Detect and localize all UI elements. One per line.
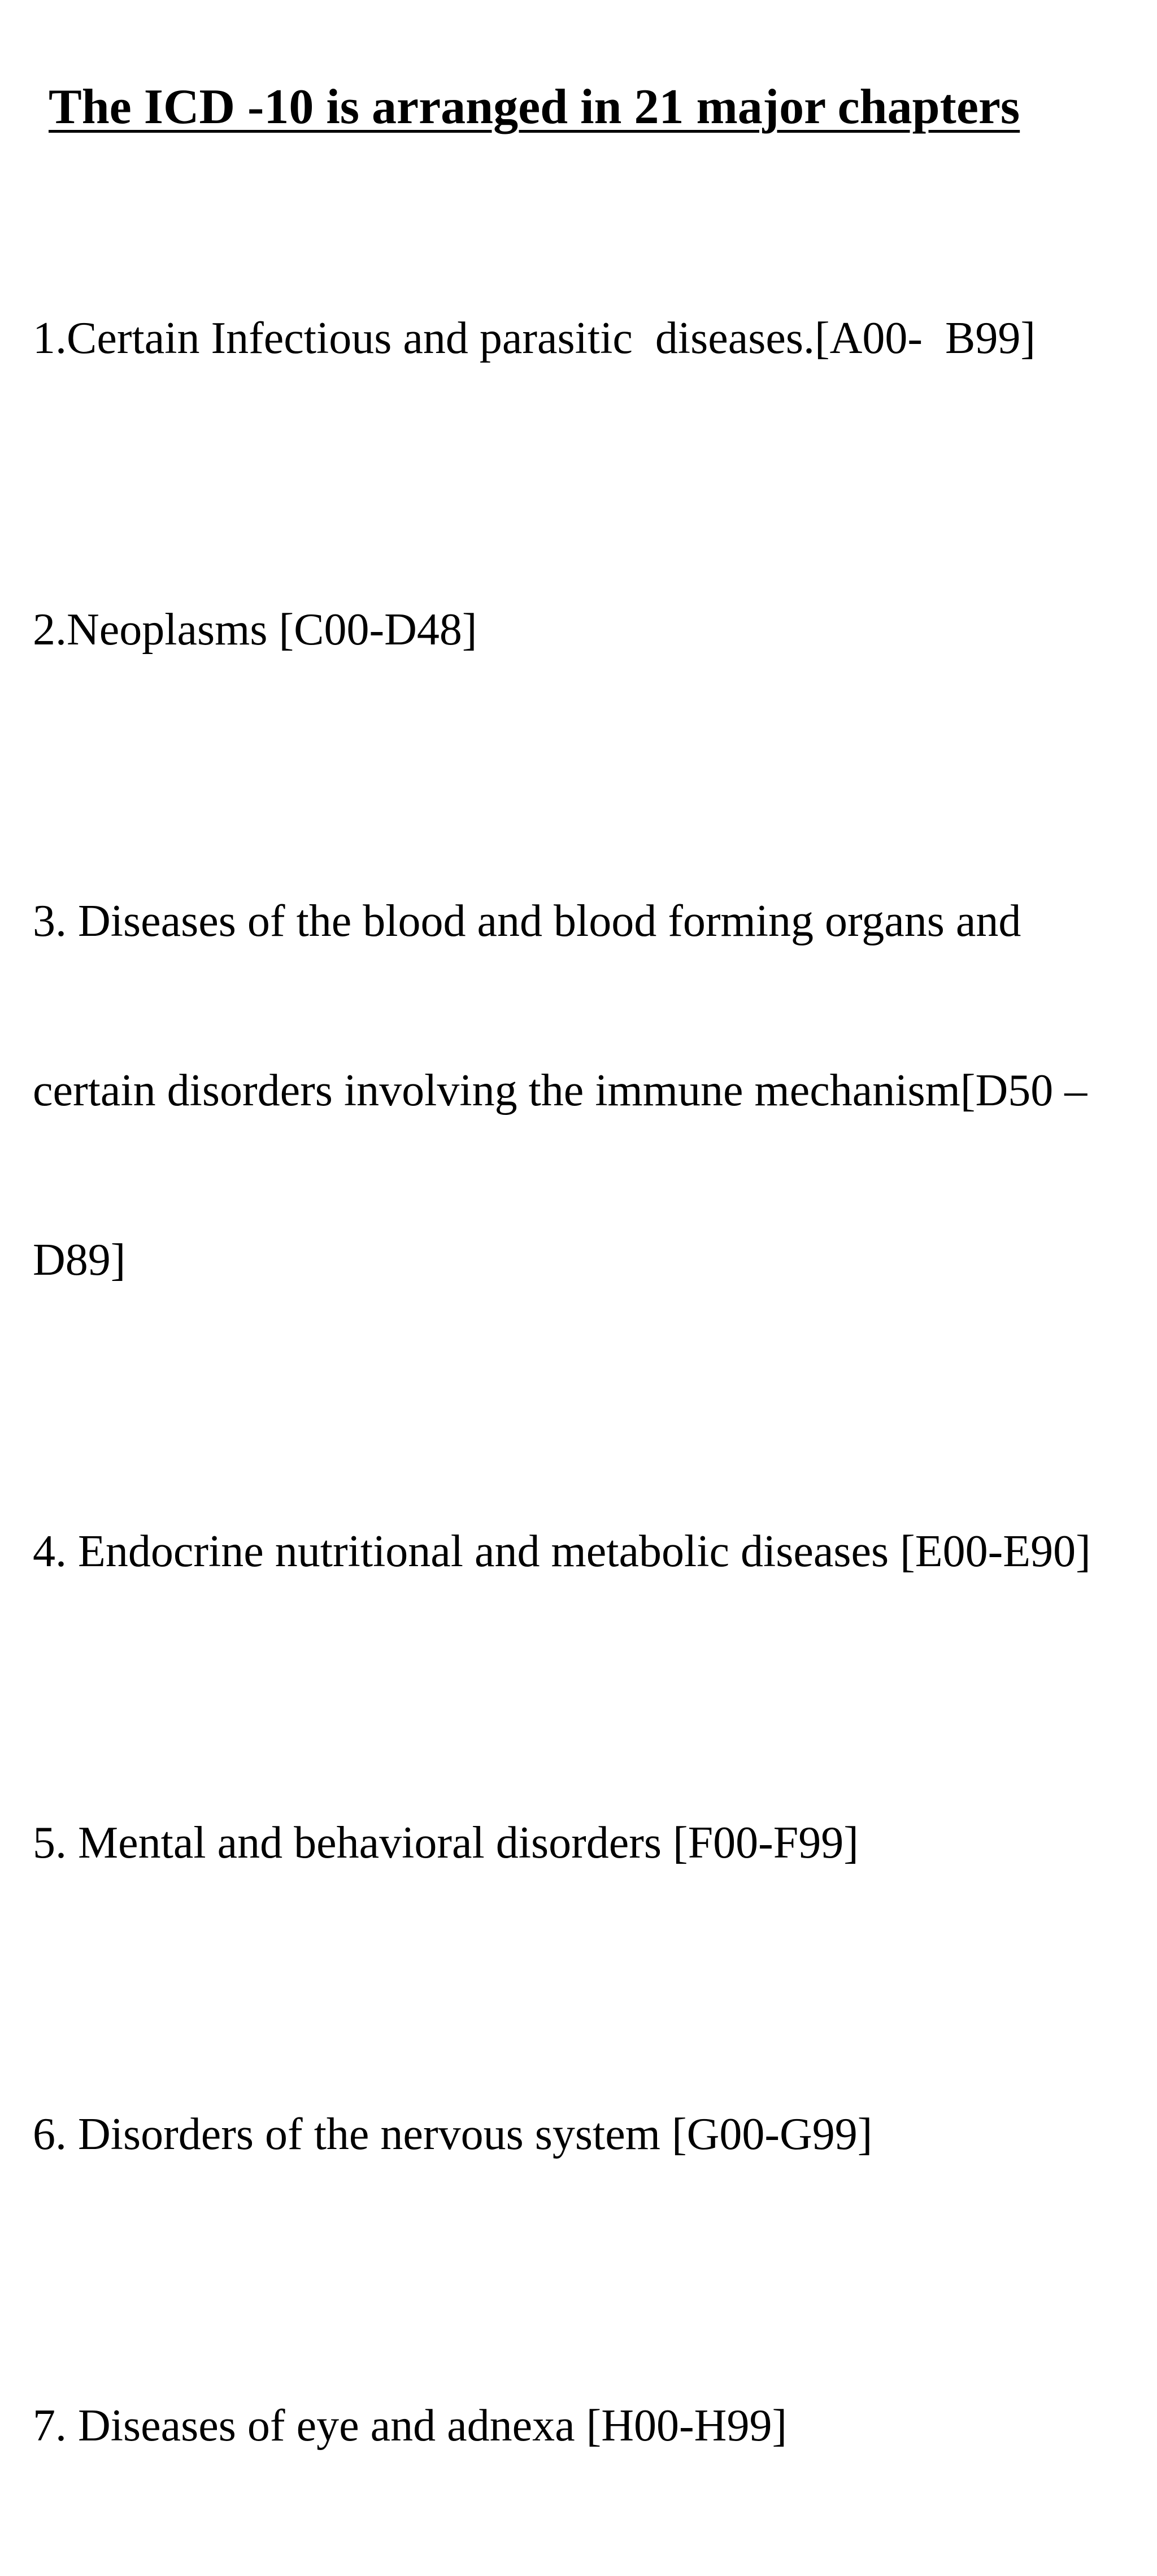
chapter-text: 2.Neoplasms [C00-D48]	[33, 605, 477, 655]
chapter-item-4	[33, 1410, 1140, 1693]
chapter-text: 4. Endocrine nutritional and metabolic diseases [E00-E90]	[33, 1527, 1091, 1576]
chapter-item-5	[33, 1702, 1140, 1984]
chapter-list	[33, 197, 1140, 2576]
chapter-text: 7. Diseases of eye and adnexa [H00-H99]	[33, 2401, 788, 2451]
chapter-text: 5. Mental and behavioral disorders [F00-F99]	[33, 1818, 859, 1868]
chapter-text: 1.Certain Infectious and parasitic diseases.[A00- B99]	[33, 313, 1036, 363]
chapter-item-2	[33, 489, 1140, 771]
chapter-item-1	[33, 197, 1140, 480]
chapter-text-continued: D89]	[33, 1235, 126, 1285]
chapter-text-continued: certain disorders involving the immune mechanism[D50 –	[33, 1066, 1088, 1115]
chapter-item-6	[33, 1993, 1140, 2276]
chapter-text: 3. Diseases of the blood and blood forming organs and	[33, 896, 1021, 946]
chapter-text: 6. Disorders of the nervous system [G00-G99]	[33, 2109, 873, 2159]
slide-title: The ICD -10 is arranged in 21 major chapters	[49, 80, 1020, 134]
chapter-item-3	[33, 780, 1140, 1401]
chapter-item-7	[33, 2285, 1140, 2567]
